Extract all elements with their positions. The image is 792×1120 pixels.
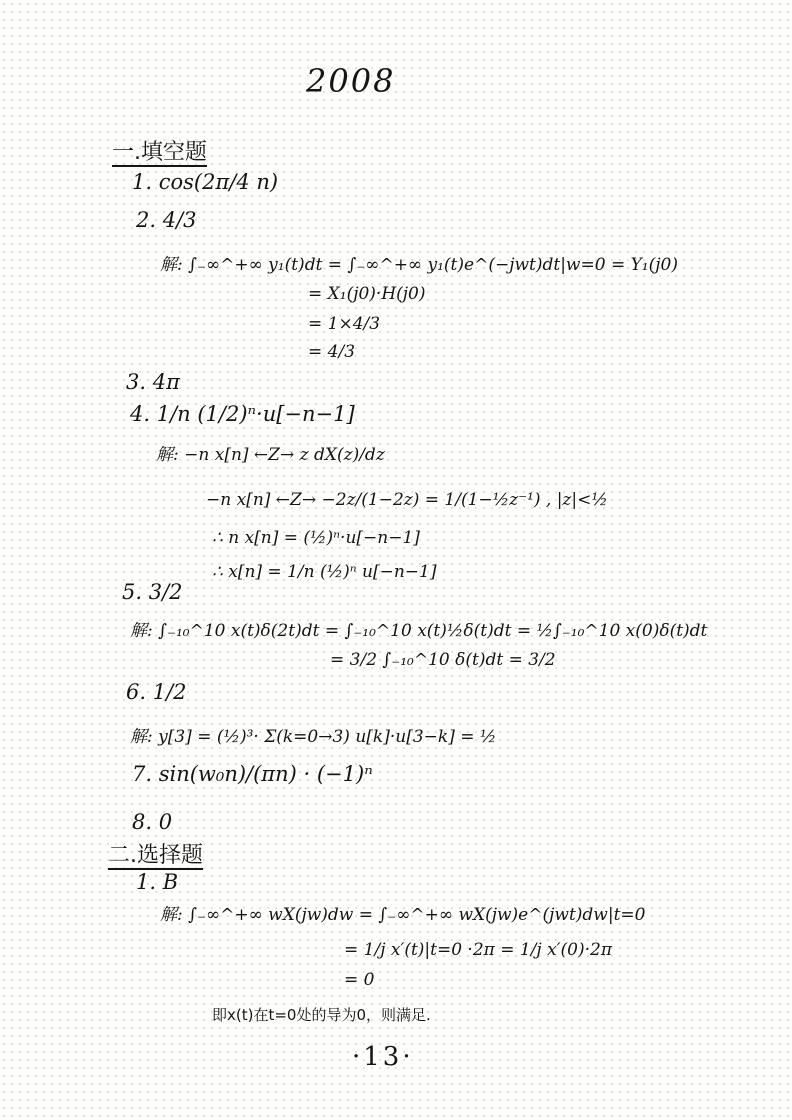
solution-4-line-2: −n x[n] ←Z→ −2z/(1−2z) = 1/(1−½z⁻¹) , |z|<½: [206, 490, 608, 510]
choice-answer-1: 1. B: [136, 870, 179, 894]
answer-1: 1. cos(2π/4 n): [132, 170, 279, 194]
section-heading-fill-in: 一.填空题: [112, 140, 207, 165]
solution-4-line-4: ∴ x[n] = 1/n (½)ⁿ u[−n−1]: [212, 562, 437, 582]
solution-4-line-3: ∴ n x[n] = (½)ⁿ·u[−n−1]: [212, 528, 420, 548]
choice-solution-1-line-1: 解: ∫₋∞^+∞ wX(jw)dw = ∫₋∞^+∞ wX(jw)e^(jwt)dw|t=0: [160, 905, 646, 925]
section-heading-multiple-choice: 二.选择题: [108, 843, 203, 868]
choice-solution-1-line-3: = 0: [344, 970, 375, 990]
answer-5: 5. 3/2: [122, 580, 183, 604]
solution-2-line-4: = 4/3: [308, 342, 356, 362]
solution-5-line-1: 解: ∫₋₁₀^10 x(t)δ(2t)dt = ∫₋₁₀^10 x(t)½δ(t)dt = ½∫₋₁₀^10 x(0)δ(t)dt: [130, 621, 708, 641]
answer-6: 6. 1/2: [126, 680, 187, 704]
answer-4: 4. 1/n (1/2)ⁿ·u[−n−1]: [130, 402, 355, 426]
answer-2: 2. 4/3: [136, 208, 197, 232]
page-number: ·13·: [352, 1042, 414, 1072]
choice-solution-1-conclusion: 即x(t)在t=0处的导为0，则满足.: [212, 1006, 431, 1024]
solution-2-line-1: 解: ∫₋∞^+∞ y₁(t)dt = ∫₋∞^+∞ y₁(t)e^(−jwt)dt|w=0 = Y₁(j0): [160, 255, 678, 275]
solution-6-line-1: 解: y[3] = (½)³· Σ(k=0→3) u[k]·u[3−k] = ½: [130, 727, 497, 747]
solution-4-line-1: 解: −n x[n] ←Z→ z dX(z)/dz: [156, 445, 385, 465]
answer-3: 3. 4π: [126, 370, 180, 394]
solution-2-line-2: = X₁(j0)·H(j0): [308, 284, 426, 304]
answer-7: 7. sin(w₀n)/(πn) · (−1)ⁿ: [132, 762, 373, 786]
page-title: 2008: [306, 62, 396, 100]
solution-5-line-2: = 3/2 ∫₋₁₀^10 δ(t)dt = 3/2: [330, 650, 556, 670]
choice-solution-1-line-2: = 1/j x′(t)|t=0 ·2π = 1/j x′(0)·2π: [344, 940, 613, 960]
solution-2-line-3: = 1×4/3: [308, 314, 381, 334]
answer-8: 8. 0: [132, 810, 173, 834]
